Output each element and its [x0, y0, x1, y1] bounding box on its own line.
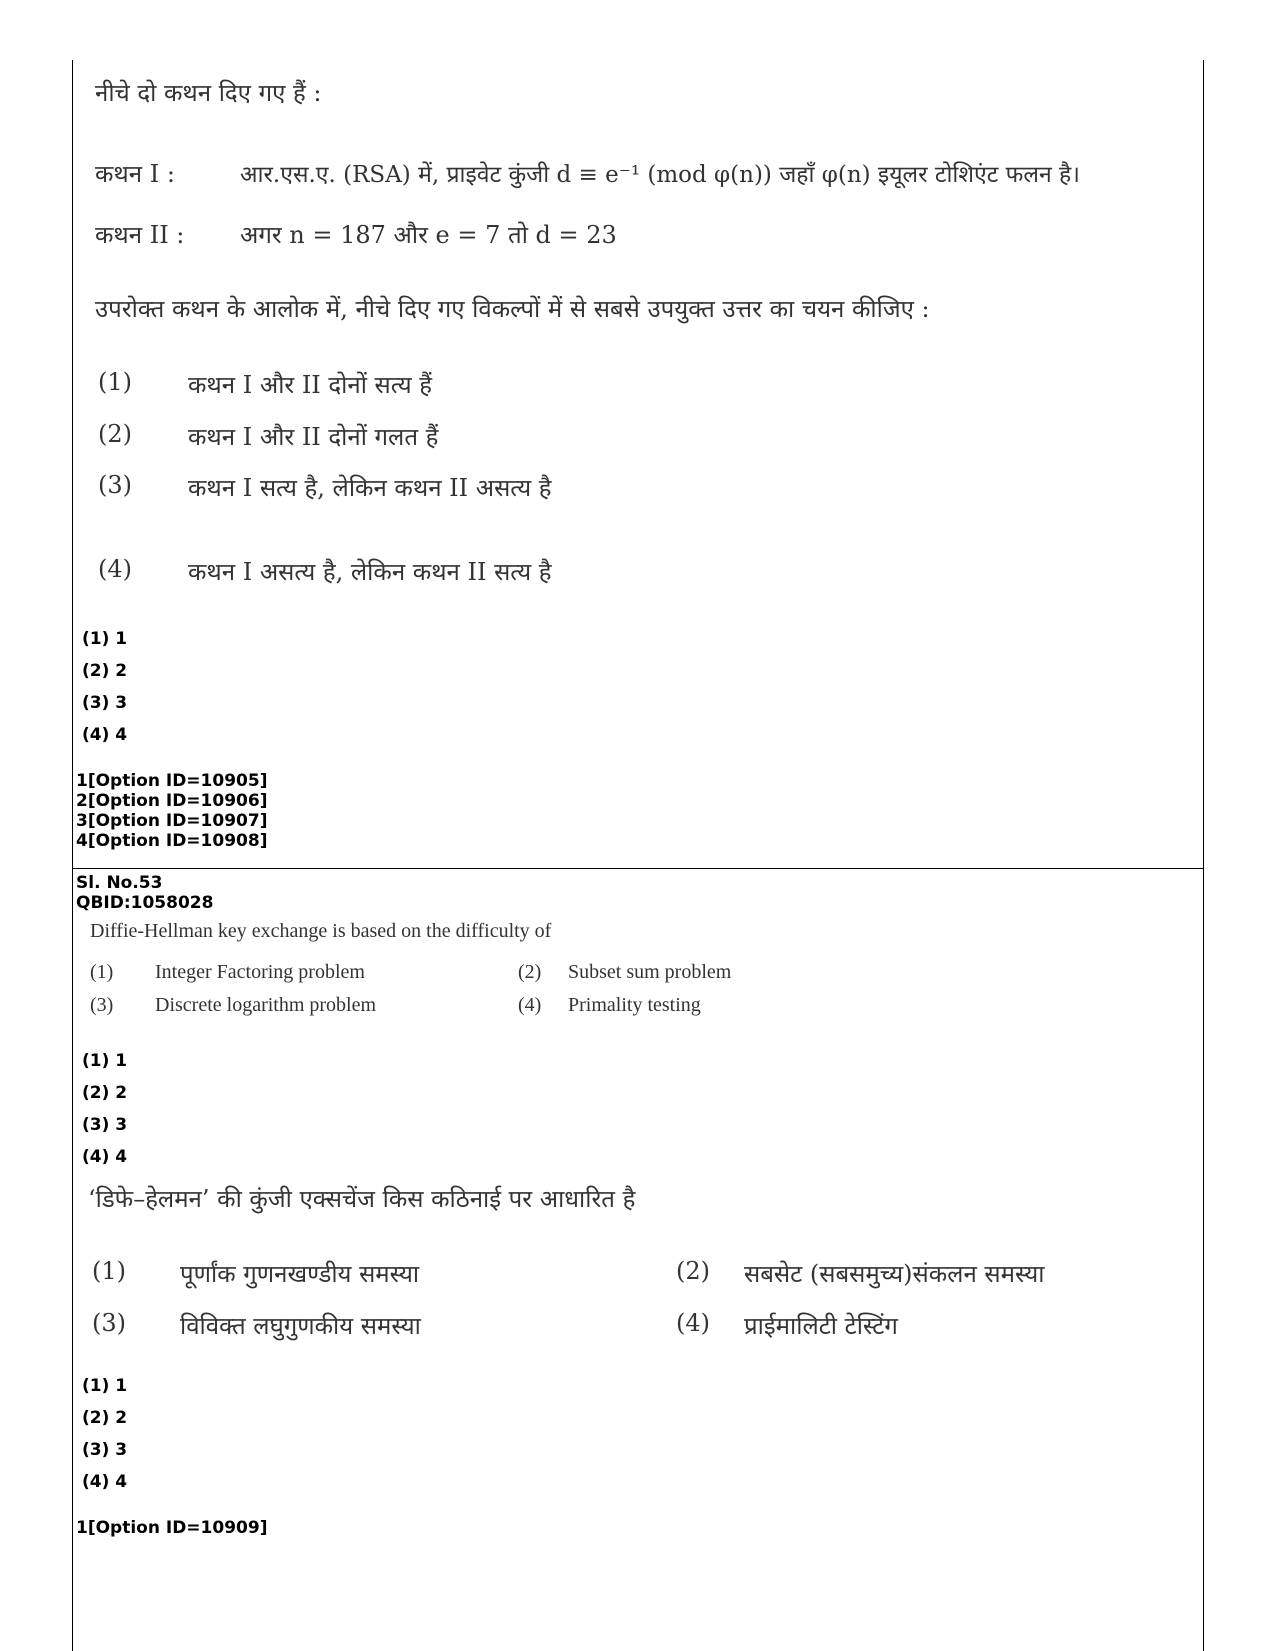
- q52-answer-3: (3) 3: [82, 693, 128, 713]
- q53-en-option-4-text: Primality testing: [568, 994, 701, 1016]
- statement-1-label: कथन I :: [95, 160, 175, 188]
- q52-option-1-num: (1): [98, 368, 132, 396]
- q53-hi-answer-3: (3) 3: [82, 1440, 128, 1460]
- q53-en-answer-4: (4) 4: [82, 1147, 128, 1167]
- q53-en-option-4-num: (4): [518, 994, 542, 1016]
- q53-english-question: Diffie-Hellman key exchange is based on the difficulty of: [90, 920, 552, 942]
- q53-en-option-1-text: Integer Factoring problem: [155, 961, 365, 983]
- q53-hi-answer-2: (2) 2: [82, 1408, 128, 1428]
- q52-option-id-4: 4[Option ID=10908]: [76, 831, 268, 851]
- q52-option-id-2: 2[Option ID=10906]: [76, 791, 268, 811]
- q53-en-option-2-num: (2): [518, 961, 542, 983]
- q53-option-id-1: 1[Option ID=10909]: [76, 1518, 268, 1538]
- q52-answer-4: (4) 4: [82, 725, 128, 745]
- q52-intro: नीचे दो कथन दिए गए हैं :: [95, 79, 322, 107]
- q53-hi-option-4-num: (4): [676, 1309, 710, 1337]
- q53-en-answer-1: (1) 1: [82, 1051, 128, 1071]
- q53-hi-option-3-text: विविक्त लघुगुणकीय समस्या: [180, 1312, 421, 1340]
- q52-option-3-text: कथन I सत्य है, लेकिन कथन II असत्य है: [188, 474, 552, 502]
- q53-hi-option-2-num: (2): [676, 1257, 710, 1285]
- left-border: [72, 60, 73, 1651]
- q53-en-option-1-num: (1): [90, 961, 114, 983]
- q53-en-option-3-text: Discrete logarithm problem: [155, 994, 377, 1016]
- q53-hi-option-1-num: (1): [92, 1257, 126, 1285]
- q53-en-answer-3: (3) 3: [82, 1115, 128, 1135]
- right-border: [1203, 60, 1204, 1651]
- q52-answer-2: (2) 2: [82, 661, 128, 681]
- q52-answer-1: (1) 1: [82, 629, 128, 649]
- q53-hi-answer-4: (4) 4: [82, 1472, 128, 1492]
- q53-hindi-question: ‘डिफे–हेलमन’ की कुंजी एक्सचेंज किस कठिनाई पर आधारित है: [88, 1185, 636, 1213]
- q52-option-id-1: 1[Option ID=10905]: [76, 771, 268, 791]
- statement-1-text: आर.एस.ए. (RSA) में, प्राइवेट कुंजी d ≡ e⁻¹ (mod φ(n)) जहाँ φ(n) इयूलर टोशिएंट फलन है।: [240, 162, 1080, 188]
- q52-option-3-num: (3): [98, 471, 132, 499]
- q53-hi-answer-1: (1) 1: [82, 1376, 128, 1396]
- q52-option-2-num: (2): [98, 420, 132, 448]
- q52-option-1-text: कथन I और II दोनों सत्य हैं: [188, 371, 433, 399]
- q52-option-id-3: 3[Option ID=10907]: [76, 811, 268, 831]
- q52-option-2-text: कथन I और II दोनों गलत हैं: [188, 423, 439, 451]
- q53-hi-option-1-text: पूर्णांक गुणनखण्डीय समस्या: [180, 1260, 420, 1288]
- q52-option-4-text: कथन I असत्य है, लेकिन कथन II सत्य है: [188, 558, 552, 586]
- q53-hi-option-2-text: सबसेट (सबसमुच्य)संकलन समस्या: [744, 1260, 1045, 1288]
- q53-en-option-2-text: Subset sum problem: [568, 961, 732, 983]
- serial-number: Sl. No.53: [76, 873, 163, 893]
- q52-option-4-num: (4): [98, 555, 132, 583]
- statement-2-text: अगर n = 187 और e = 7 तो d = 23: [240, 221, 617, 249]
- q53-en-option-3-num: (3): [90, 994, 114, 1016]
- q53-hi-option-4-text: प्राईमालिटी टेस्टिंग: [744, 1312, 898, 1340]
- qbid: QBID:1058028: [76, 893, 214, 913]
- q53-hi-option-3-num: (3): [92, 1309, 126, 1337]
- question-divider: [72, 868, 1204, 869]
- statement-2-label: कथन II :: [95, 221, 185, 249]
- q52-instruction: उपरोक्त कथन के आलोक में, नीचे दिए गए विकल्पों में से सबसे उपयुक्त उत्तर का चयन कीजिए :: [95, 295, 930, 323]
- q53-en-answer-2: (2) 2: [82, 1083, 128, 1103]
